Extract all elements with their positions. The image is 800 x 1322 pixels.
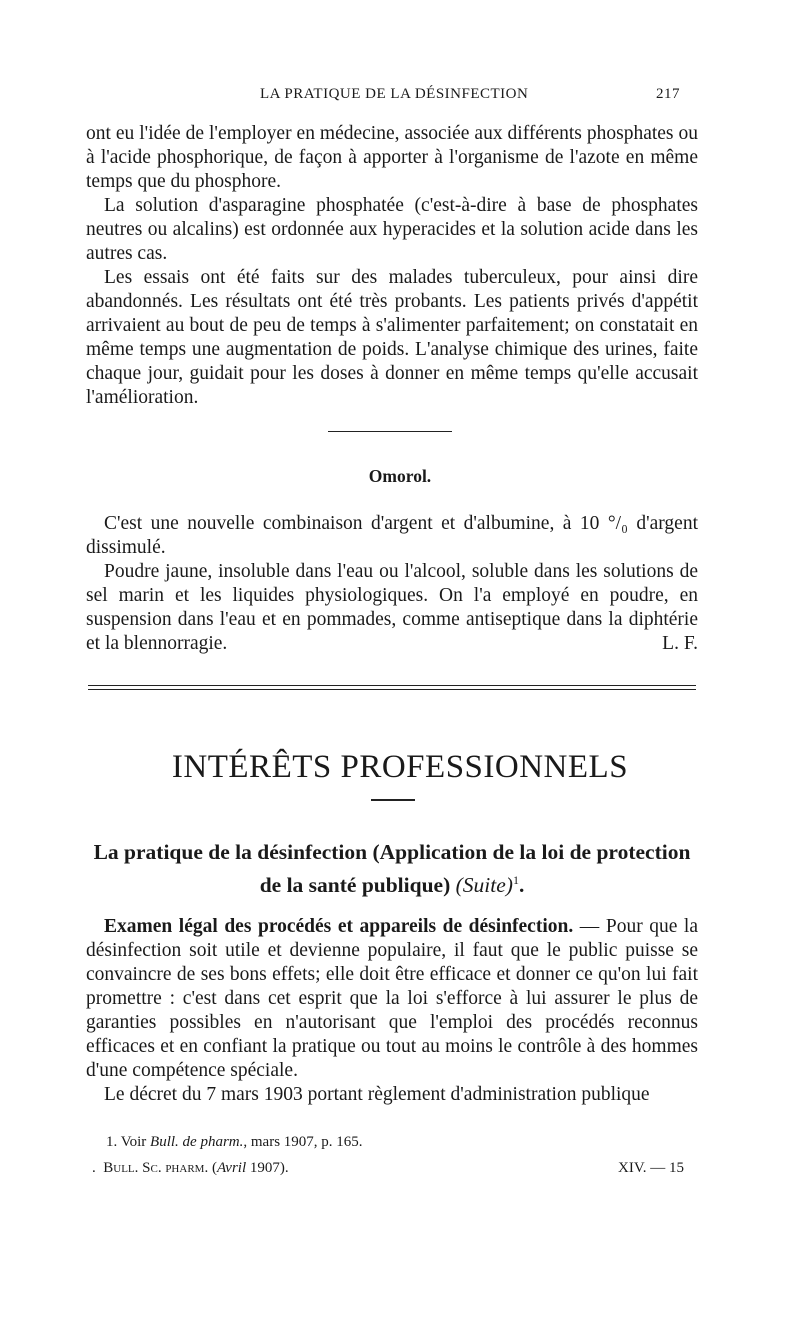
omorol-heading: Omorol. <box>368 466 432 486</box>
page-footer <box>92 1158 684 1178</box>
omorol-paragraph-2-text: Poudre jaune, insoluble dans l'eau ou l'alcool, soluble dans les solutions de sel marin et les liquides physiologiques. On l'a employé en poudre, en suspension dans l'eau et en pommades, comme antiseptique dans la diphtérie et la blennorragie. <box>86 561 698 654</box>
running-header <box>88 86 680 110</box>
section-title: INTÉRÊTS PROFESSIONNELS <box>171 749 629 785</box>
paragraph-essais: Les essais ont été faits sur des malades tuberculeux, pour ainsi dire abandonnés. Les résultats ont été très probants. Les patients privés d'appétit arrivaient au bout de peu de temps à s'alimenter parfaitement; on constatait en même temps une augmentation de poids. L'analyse chimique des urines, faite chaque jour, guidait pour les doses à donner en même temps qu'elle accusait l'amélioration. <box>86 267 698 408</box>
article-title-end: . <box>518 873 525 898</box>
footnote-number: 1. <box>106 1134 118 1150</box>
footnote-rest: , mars 1907, p. 165. <box>243 1134 363 1150</box>
omorol-paragraph-2 <box>86 560 698 656</box>
separator-rule <box>328 431 452 432</box>
running-header-title: LA PRATIQUE DE LA DÉSINFECTION <box>260 86 529 102</box>
page-number: 217 <box>656 86 680 102</box>
article-title-main: La pratique de la désinfection (Application de la loi de protection de la santé publique) <box>93 840 691 898</box>
signature: L. F. <box>662 633 698 654</box>
body-text <box>86 122 698 410</box>
article-title <box>86 838 698 899</box>
footer-date-close: 1907). <box>246 1160 289 1176</box>
paragraph-asparagine: La solution d'asparagine phosphatée (c'est-à-dire à base de phosphates neutres ou alcalins) est ordonnée aux hyperacides et la solution acide dans les autres cas. <box>86 195 698 264</box>
article-paragraph-1-text: — Pour que la désinfection soit utile et devienne populaire, il faut que le public puisse se convaincre de ses bons effets; elle doit être efficace et donner ce qu'on lui fait promettre : c'est dans cet esprit que la loi s'efforce à lui assurer le plus de garanties possibles en n'autorisant que l'emploi des procédés reconnus efficaces et en confiant la pratique ou tout au moins le contrôle à des hommes d'une compétence spéciale. <box>86 916 699 1081</box>
omorol-text <box>86 512 698 656</box>
footnote-journal: Bull. de pharm. <box>150 1134 244 1150</box>
footer-date-open: ( <box>211 1160 217 1176</box>
article-text <box>86 915 698 1107</box>
paragraph-continued: ont eu l'idée de l'employer en médecine, associée aux différents phosphates ou à l'acide phosphorique, de façon à apporter à l'organisme de l'azote en même temps que du phosphore. <box>86 123 698 192</box>
footer-prefix: . <box>92 1160 96 1176</box>
footnote <box>106 1132 698 1152</box>
footer-date: Avril <box>216 1160 247 1176</box>
footnote-prefix: Voir <box>120 1134 147 1150</box>
article-title-suite: (Suite) <box>455 873 513 898</box>
article-paragraph-1 <box>86 915 698 1083</box>
article-paragraph-2: Le décret du 7 mars 1903 portant règlement d'administration publique <box>104 1084 650 1105</box>
footer-journal: Bull. Sc. pharm. <box>103 1160 209 1176</box>
section-divider <box>88 685 696 690</box>
omorol-paragraph-1: C'est une nouvelle combinaison d'argent et d'albumine, à 10 °/₀ d'argent dissimulé. <box>86 513 698 558</box>
article-title-note: 1 <box>512 873 519 887</box>
title-rule <box>371 799 415 801</box>
footer-signature: XIV. — 15 <box>618 1160 684 1176</box>
article-lead: Examen légal des procédés et appareils de désinfection. <box>104 916 574 937</box>
